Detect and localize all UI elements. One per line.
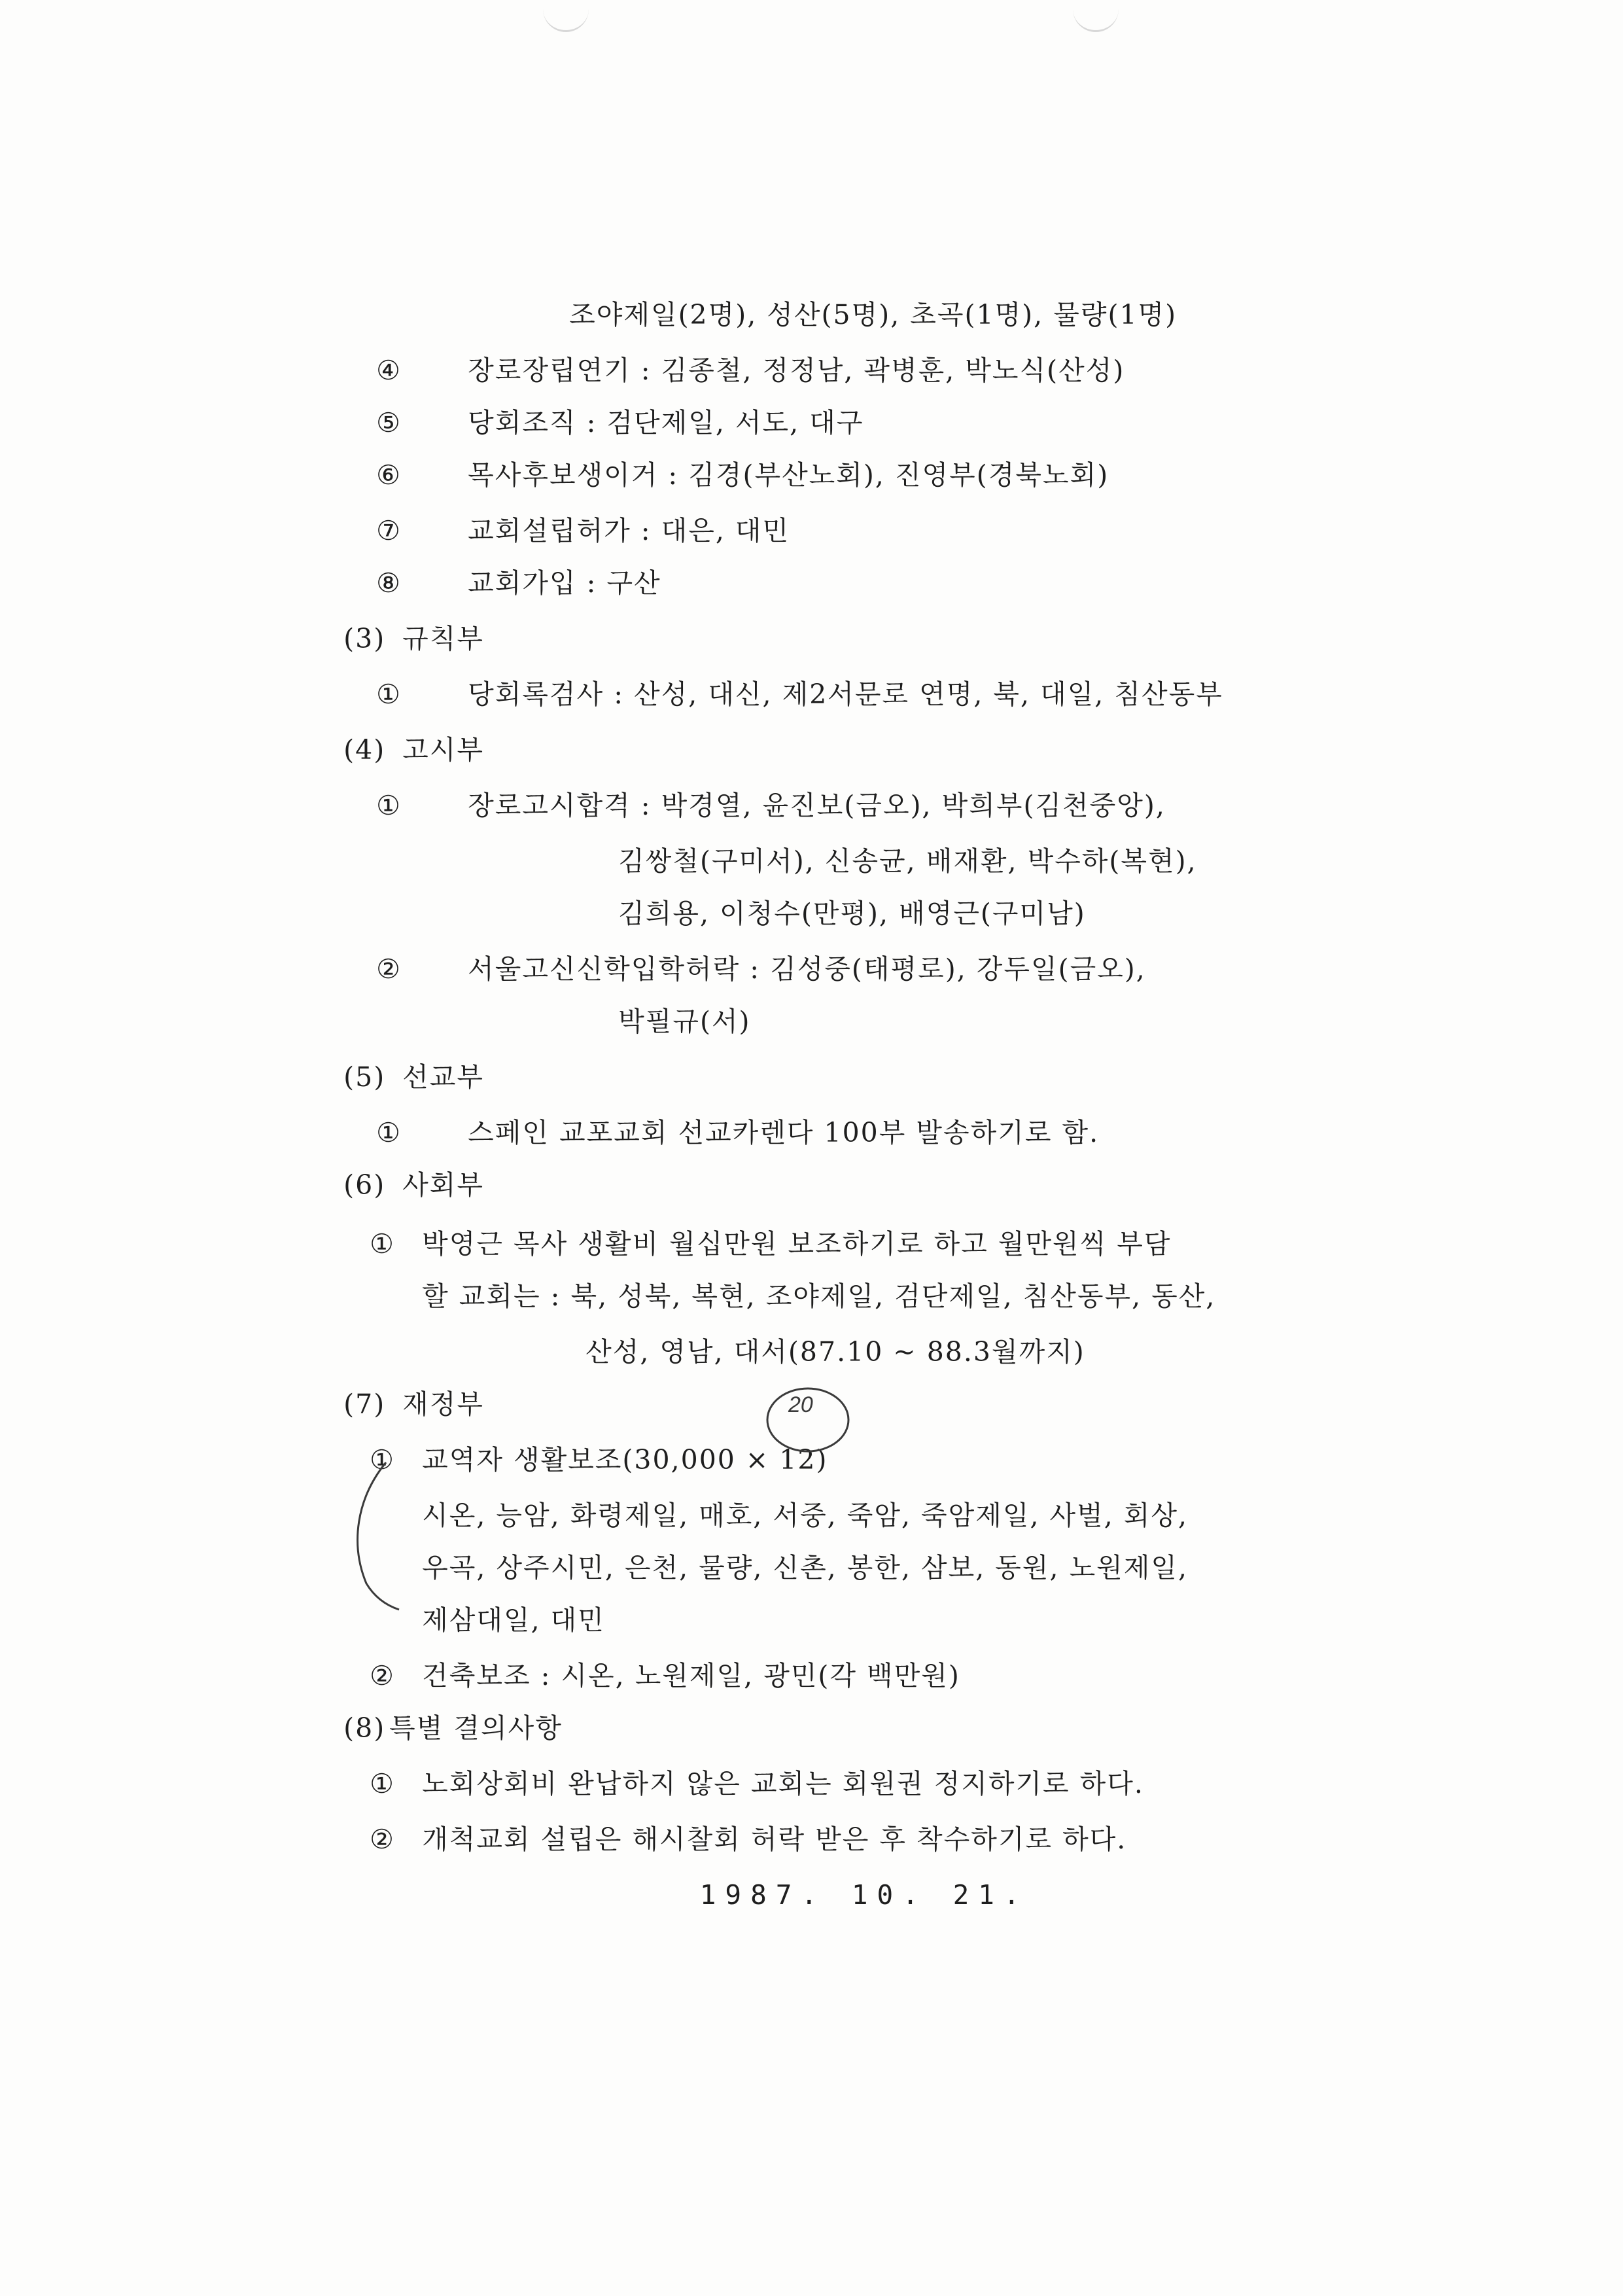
section-title: 사회부 bbox=[402, 1169, 484, 1201]
line-text: 박필규(서) bbox=[618, 1006, 751, 1037]
item-marker: ⑤ bbox=[376, 407, 402, 438]
section-number: (4) bbox=[343, 734, 386, 766]
item-marker: ① bbox=[370, 1228, 395, 1260]
section-number: (7) bbox=[343, 1388, 386, 1420]
item-marker: ① bbox=[376, 1117, 402, 1148]
punch-hole-mark bbox=[1073, 0, 1119, 32]
item-text: 노회상회비 완납하지 않은 교회는 회원권 정지하기로 하다. bbox=[422, 1768, 1144, 1799]
text-line bbox=[546, 1312, 1085, 1392]
section-title: 규칙부 bbox=[402, 623, 484, 654]
section-number: (6) bbox=[343, 1169, 386, 1201]
item-text: 장로고시합격 : 박경열, 윤진보(금오), 박희부(김천중앙), bbox=[468, 790, 1166, 821]
item-marker: ⑥ bbox=[376, 459, 402, 491]
section-title: 선교부 bbox=[402, 1061, 484, 1093]
item-text: 목사후보생이거 : 김경(부산노회), 진영부(경북노회) bbox=[468, 459, 1109, 491]
item-text: 개척교회 설립은 해시찰회 허락 받은 후 착수하기로 하다. bbox=[422, 1824, 1127, 1855]
item-text: 당회조직 : 검단제일, 서도, 대구 bbox=[468, 407, 864, 438]
line-text: 할 교회는 : 북, 성북, 복현, 조야제일, 검단제일, 침산동부, 동산, bbox=[422, 1280, 1216, 1312]
line-text: 우곡, 상주시민, 은천, 물량, 신촌, 봉한, 삼보, 동원, 노원제일, bbox=[422, 1552, 1189, 1583]
item-marker: ⑦ bbox=[376, 515, 402, 546]
item-text: 스페인 교포교회 선교카렌다 100부 발송하기로 함. bbox=[468, 1117, 1100, 1148]
item-text: 교회설립허가 : 대은, 대민 bbox=[468, 515, 790, 546]
item-marker: ⑧ bbox=[376, 567, 402, 599]
item-text: 교역자 생활보조(30,000 × 12) bbox=[422, 1444, 828, 1475]
line-text: 김쌍철(구미서), 신송균, 배재환, 박수하(복현), bbox=[618, 845, 1197, 877]
item-text: 교회가입 : 구산 bbox=[468, 567, 661, 599]
item-marker: ② bbox=[376, 953, 402, 985]
section-title: 특별 결의사항 bbox=[389, 1712, 563, 1744]
section-title: 고시부 bbox=[402, 734, 484, 766]
item-marker: ④ bbox=[376, 355, 402, 386]
section-number: (3) bbox=[343, 623, 386, 654]
item-marker: ① bbox=[376, 790, 402, 821]
punch-hole-mark bbox=[543, 0, 589, 32]
item-text: 장로장립연기 : 김종철, 정정남, 곽병훈, 박노식(산성) bbox=[468, 355, 1125, 386]
line-text: 시온, 능암, 화령제일, 매호, 서중, 죽암, 죽암제일, 사벌, 회상, bbox=[422, 1500, 1189, 1531]
item-marker: ① bbox=[370, 1768, 395, 1799]
item-text: 박영근 목사 생활비 월십만원 보조하기로 하고 월만원씩 부담 bbox=[422, 1228, 1172, 1260]
date-text: 1987. 10. 21. bbox=[699, 1879, 1029, 1911]
item-marker: ① bbox=[376, 679, 402, 710]
line-text: 김희용, 이청수(만평), 배영근(구미남) bbox=[618, 898, 1086, 929]
line-text: 제삼대일, 대민 bbox=[422, 1604, 605, 1636]
item-marker: ① bbox=[370, 1444, 395, 1475]
document-date bbox=[599, 1855, 1029, 1935]
item-marker: ② bbox=[370, 1660, 395, 1691]
item-text: 서울고신신학입학허락 : 김성중(태평로), 강두일(금오), bbox=[468, 953, 1146, 985]
section-number: (8) bbox=[343, 1712, 386, 1744]
section-number: (5) bbox=[343, 1061, 386, 1093]
line-text: 산성, 영남, 대서(87.10 ~ 88.3월까지) bbox=[585, 1336, 1085, 1368]
item-text: 건축보조 : 시온, 노원제일, 광민(각 백만원) bbox=[422, 1660, 960, 1691]
item-marker: ② bbox=[370, 1824, 395, 1855]
line-text: 조야제일(2명), 성산(5명), 초곡(1명), 물량(1명) bbox=[569, 299, 1178, 330]
text-line bbox=[579, 981, 751, 1062]
handwritten-note: 20 bbox=[788, 1392, 813, 1417]
item-text: 당회록검사 : 산성, 대신, 제2서문로 연명, 북, 대일, 침산동부 bbox=[468, 679, 1223, 710]
section-title: 재정부 bbox=[402, 1388, 484, 1420]
